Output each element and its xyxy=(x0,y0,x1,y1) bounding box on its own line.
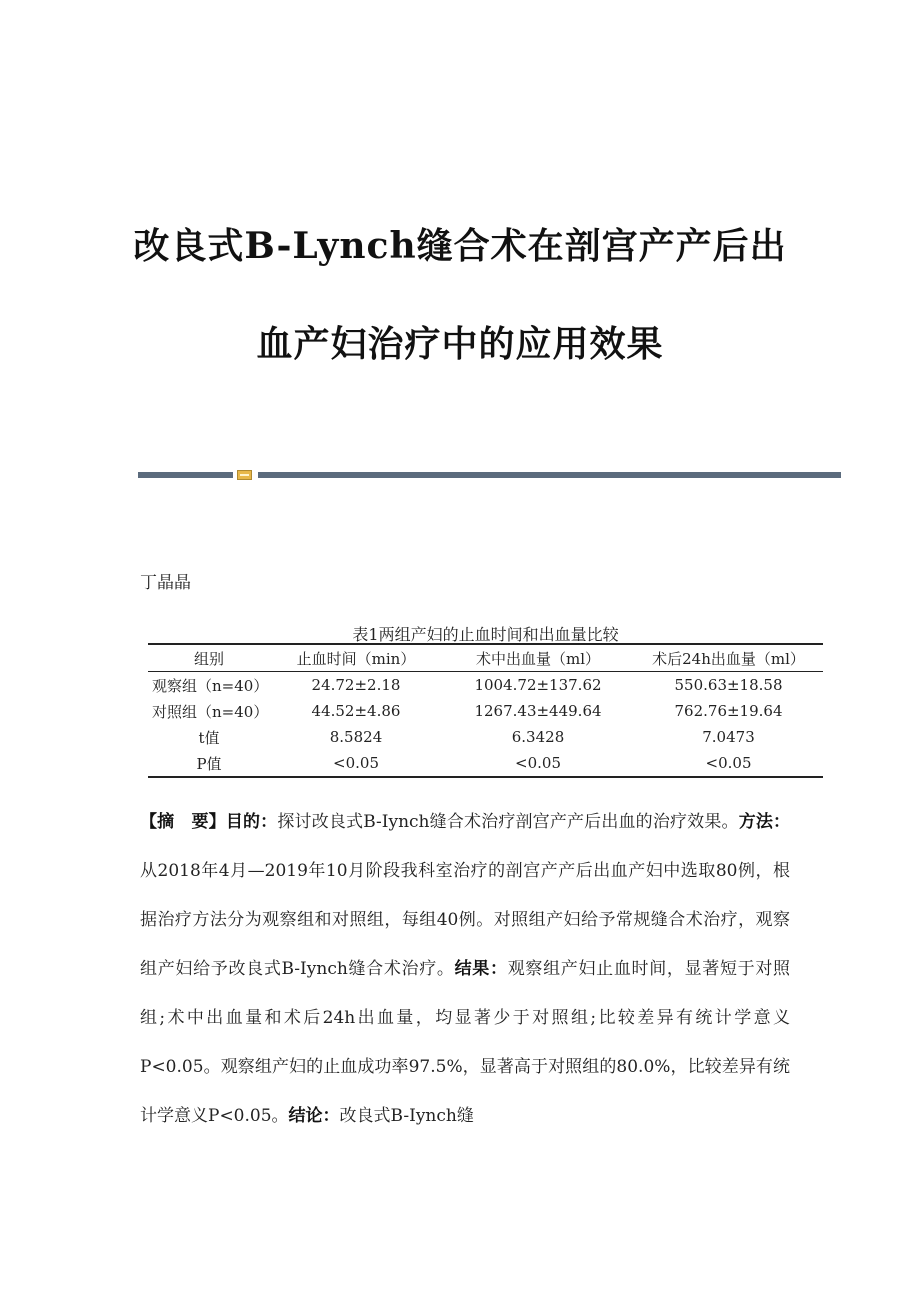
method-label: 方法： xyxy=(738,812,791,832)
table-cell: t值 xyxy=(198,728,220,747)
author-name: 丁晶晶 xyxy=(140,573,191,593)
table-header-cell: 术中出血量（ml） xyxy=(442,644,634,672)
result-label: 结果： xyxy=(454,959,508,979)
table-cell: 1004.72±137.62 xyxy=(474,676,602,694)
table-cell: P值 xyxy=(148,750,270,777)
conclusion-text: 改良式B-Iynch缝 xyxy=(339,1106,474,1126)
table-cell: 762.76±19.64 xyxy=(674,702,783,720)
table-cell: 8.5824 xyxy=(329,728,383,746)
purpose-label: 目的： xyxy=(225,812,278,832)
table-header-row xyxy=(148,644,823,672)
results-table xyxy=(148,643,823,778)
table-cell: <0.05 xyxy=(634,750,823,777)
table-cell: 观察组（n=40） xyxy=(152,676,269,695)
table-cell: <0.05 xyxy=(270,750,442,777)
table-row xyxy=(148,750,823,777)
table-caption: 表1两组产妇的止血时间和出血量比较 xyxy=(352,625,619,644)
abstract-label: 【摘 要】 xyxy=(140,812,226,832)
table-cell: 6.3428 xyxy=(511,728,565,746)
table-row xyxy=(148,672,823,699)
table-header-cell: 术后24h出血量（ml） xyxy=(634,644,823,672)
result-text: 观察组产妇止血时间，显著短于对照组;术中出血量和术后24h出血量，均显著少于对照组;比较差异有统计学意义P<0.05。观察组产妇的止血成功率97.5%，显著高于对照组的80.0%，比较差异有统计学意义P<0.05。 xyxy=(140,959,791,1126)
abstract-paragraph xyxy=(140,798,790,1141)
conclusion-label: 结论： xyxy=(288,1106,340,1126)
paper-title-line-2: 血产妇治疗中的应用效果 xyxy=(256,323,664,365)
table-cell: 1267.43±449.64 xyxy=(474,702,602,720)
purpose-text: 探讨改良式B-Iynch缝合术治疗剖宫产产后出血的治疗效果。 xyxy=(277,812,739,832)
table-header-cell: 组别 xyxy=(148,644,270,672)
table-cell: 44.52±4.86 xyxy=(311,702,401,720)
divider-marker-icon xyxy=(237,470,252,480)
paper-title-line-1: 改良式B-Lynch缝合术在剖宫产产后出 xyxy=(133,225,787,267)
table-cell: 550.63±18.58 xyxy=(674,676,783,694)
table-cell: 24.72±2.18 xyxy=(311,676,401,694)
table-cell: <0.05 xyxy=(442,750,634,777)
table-cell: 对照组（n=40） xyxy=(152,702,269,721)
title-divider xyxy=(138,470,841,480)
divider-bar-right xyxy=(258,472,841,478)
table-row xyxy=(148,724,823,750)
table-cell: 7.0473 xyxy=(702,728,755,746)
divider-bar-left xyxy=(138,472,233,478)
table-header-cell: 止血时间（min） xyxy=(270,644,442,672)
table-row xyxy=(148,698,823,724)
method-text: 从2018年4月—2019年10月阶段我科室治疗的剖宫产产后出血产妇中选取80例，根据治疗方法分为观察组和对照组，每组40例。对照组产妇给予常规缝合术治疗，观察组产妇给予改良式B-Iynch缝合术治疗。 xyxy=(140,861,790,979)
